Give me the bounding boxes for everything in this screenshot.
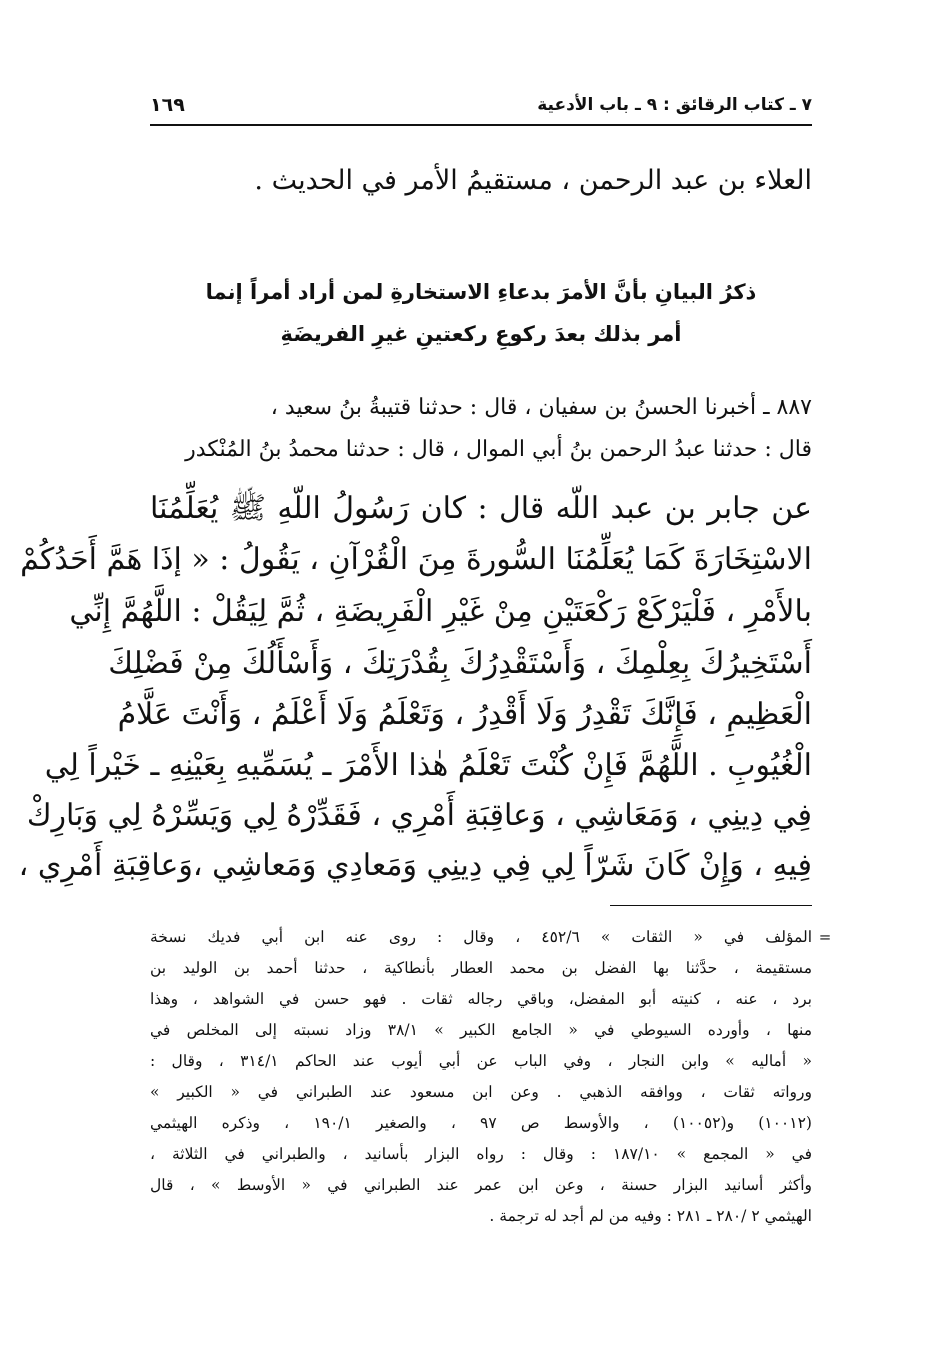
footnote-divider [610, 905, 812, 906]
isnad-line-1: ٨٨٧ ـ أخبرنا الحسنُ بن سفيان ، قال : حدثنا قتيبةُ بنُ سعيد ، [270, 395, 812, 420]
footnote-line-4: منها ، وأورده السيوطي في « الجامع الكبير » ٣٨/١ وزاد نسبته إلى المخلص في [150, 1021, 812, 1039]
footnote-line-6: ورواته ثقات ، ووافقه الذهبي . وعن ابن مسعود عند الطبراني في « الكبير » [150, 1083, 812, 1101]
carryover-line: العلاء بن عبد الرحمن ، مستقيمُ الأمر في الحديث . [254, 165, 812, 196]
footnote-line-7: (١٠٠١٢) و(١٠٠٥٢) ، والأوسط ص ٩٧ ، والصغير ١٩٠/١ ، وذكره الهيثمي [150, 1114, 812, 1132]
footnote-line-10: الهيثمي ٢ /٢٨٠ ـ ٢٨١ : وفيه من لم أجد له ترجمة . [489, 1207, 812, 1225]
running-title: ٧ ـ كتاب الرقائق : ٩ ـ باب الأدعية [537, 95, 812, 115]
footnote-line-5: « أماليه » وابن النجار ، وفي الباب عن أبي أيوب عند الحاكم ٣١٤/١ ، وقال : [150, 1052, 812, 1070]
hadith-line-1: عن جابر بن عبد اللّه قال : كان رَسُولُ اللّهِ ﷺ يُعَلِّمُنَا [150, 491, 812, 526]
footnote-line-3: برد ، عنه ، كنيته أبو المفضل، وباقي رجاله ثقات . فهو حسن في الشواهد ، وهذا [150, 990, 812, 1008]
section-heading-line-2: أمر بذلك بعدَ ركوعِ ركعتينِ غيرِ الفريضَةِ [280, 322, 682, 346]
hadith-line-6: الْغُيُوبِ . اللَّهُمَّ فَإِنْ كُنْتَ تَعْلَمُ هٰذا الأَمْرَ ـ يُسَمِّيهِ بِعَيْنِهِ ـ خَيْراً لِي [44, 748, 812, 783]
hadith-line-2: الاسْتِخَارَةَ كَمَا يُعَلِّمُنَا السُّورةَ مِنَ الْقُرْآنِ ، يَقُولُ : « إذَا هَمَّ أَحَدُكُمْ [20, 542, 812, 577]
footnote-continuation-marker: = [818, 928, 832, 946]
footnote-line-2: مستقيمة ، حدَّثنا بها الفضل بن محمد العطار بأنطاكية ، حدثنا أحمد بن الوليد بن [150, 959, 812, 977]
page-header [150, 88, 812, 122]
page-number: ١٦٩ [150, 94, 185, 116]
footnote-line-9: وأكثر أسانيد البزار حسنة ، وعن ابن عمر عند الطبراني في « الأوسط » ، قال [150, 1176, 812, 1194]
section-heading-line-1: ذكرُ البيانِ بأنَّ الأمرَ بدعاءِ الاستخارةِ لمن أراد أمراً إنما [205, 280, 757, 304]
footnote-line-1: المؤلف في « الثقات » ٤٥٢/٦ ، وقال : روى عنه ابن أبي فديك نسخة [150, 928, 813, 946]
isnad-line-2: قال : حدثنا عبدُ الرحمن بنُ أبي الموال ، قال : حدثنا محمدُ بنُ المُنْكدر [185, 437, 812, 462]
hadith-line-5: الْعَظِيمِ ، فَإِنَّكَ تَقْدِرُ وَلَا أَقْدِرُ ، وَتَعْلَمُ وَلَا أَعْلَمُ ، وَأَنْتَ عَلَّامُ [117, 697, 812, 732]
hadith-line-3: بالأَمْرِ ، فَلْيَرْكَعْ رَكْعَتَيْنِ مِنْ غَيْرِ الْفَرِيضَةِ ، ثُمَّ لِيَقُلْ : اللَّهُمَّ إِنِّي [69, 594, 812, 629]
hadith-line-8: فِيهِ ، وَإِنْ كَانَ شَرّاً لِي فِي دِينِي وَمَعادِي وَمَعاشِي ،وَعاقِبَةِ أَمْرِي ، [18, 848, 812, 883]
hadith-line-4: أَسْتَخِيرُكَ بِعِلْمِكَ ، وَأَسْتَقْدِرُكَ بِقُدْرَتِكَ ، وَأَسْأَلُكَ مِنْ فَضْلِكَ [108, 646, 812, 681]
header-divider [150, 124, 812, 126]
hadith-line-7: فِي دِينِي ، وَمَعَاشِي ، وَعاقِبَةِ أَمْرِي ، فَقَدِّرْهُ لِي وَيَسِّرْهُ لِي وَبَارِكْ [26, 798, 812, 833]
footnote-line-8: في « المجمع » ١٨٧/١٠ : وقال : رواه البزار بأسانيد ، والطبراني في الثلاثة ، [150, 1145, 812, 1163]
